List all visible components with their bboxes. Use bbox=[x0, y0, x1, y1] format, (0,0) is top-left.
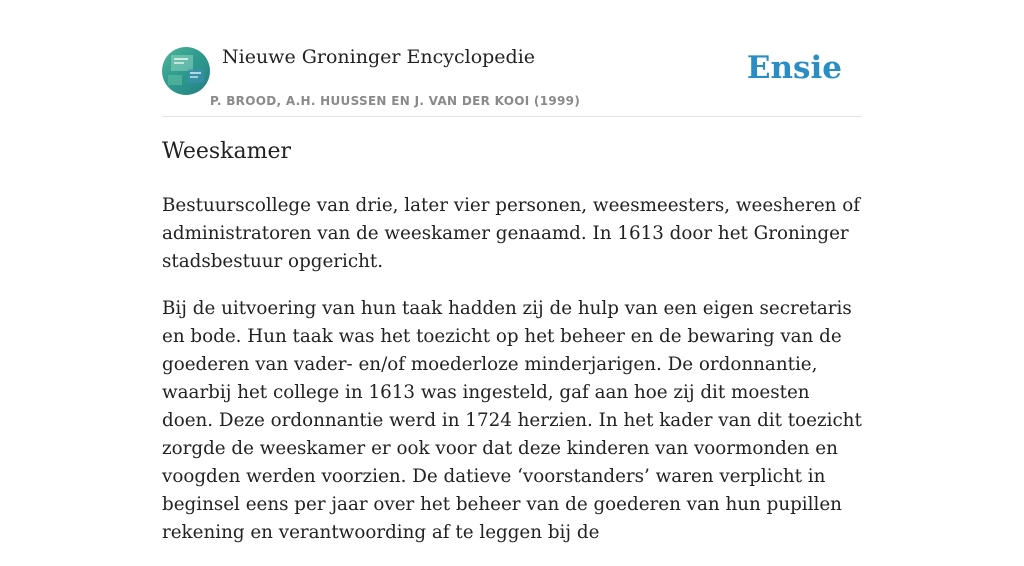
article-body bbox=[162, 192, 862, 566]
article-paragraph: Bestuurscollege van drie, later vier personen, weesmeesters, weesheren of administratoren van de weeskamer genaamd. In 1613 door het Groninger stadsbestuur opgericht. bbox=[162, 195, 861, 272]
book-cover-icon[interactable] bbox=[162, 47, 210, 95]
source-header bbox=[162, 46, 862, 117]
ensie-logo[interactable]: Ensie bbox=[746, 50, 842, 86]
book-authors: P. BROOD, A.H. HUUSSEN EN J. VAN DER KOOI (1999) bbox=[210, 94, 581, 108]
article-paragraph: Bij de uitvoering van hun taak hadden zij de hulp van een eigen secretaris en bode. Hun taak was het toezicht op het beheer en de bewaring van de goederen van vader- en/of moederloze minderjarigen. De ordonnantie, waarbij het college in 1613 was ingesteld, gaf aan hoe zij dit moesten doen. Deze ordonnantie werd in 1724 herzien. In het kader van dit toezicht zorgde de weeskamer er ook voor dat deze kinderen van voormonden en voogden werden voorzien. De datieve ‘voorstanders’ waren verplicht in beginsel eens per jaar over het beheer van de goederen van hun pupillen rekening en verantwoording af te leggen bij de bbox=[162, 298, 862, 543]
article-title: Weeskamer bbox=[162, 139, 291, 164]
book-cover-art bbox=[162, 47, 210, 95]
book-title[interactable]: Nieuwe Groninger Encyclopedie bbox=[222, 46, 536, 68]
